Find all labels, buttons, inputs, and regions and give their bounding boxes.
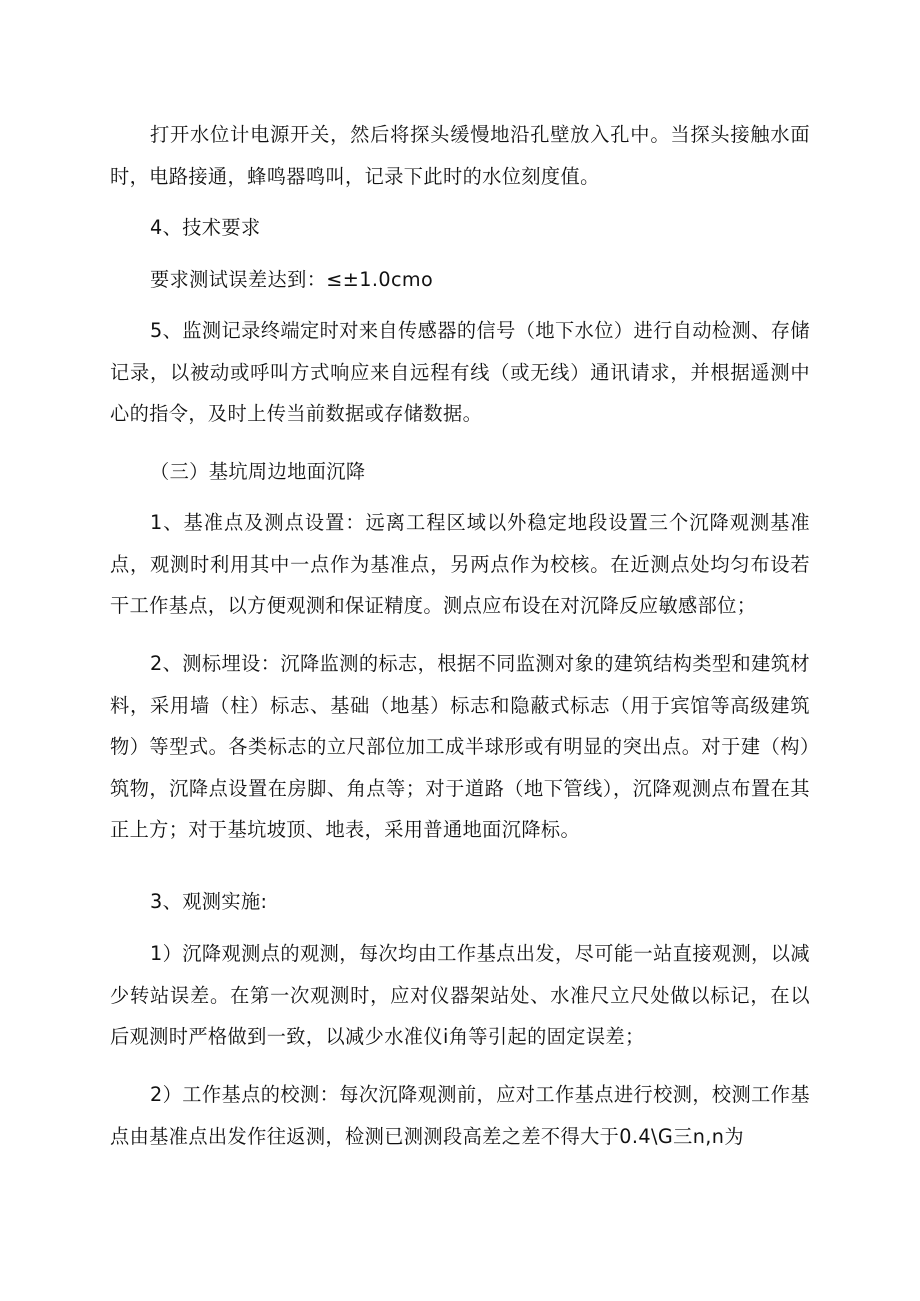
paragraph-benchmark-setup: 1、基准点及测点设置：远离工程区域以外稳定地段设置三个沉降观测基准点，观测时利用其中一点作为基准点，另两点作为校核。在近测点处均匀布设若干工作基点，以方便观测和保证精度。测点应布设在对沉降反应敏感部位； (110, 511, 810, 617)
paragraph-settlement-point-observation: 1）沉降观测点的观测，每次均由工作基点出发，尽可能一站直接观测，以减少转站误差。在第一次观测时，应对仪器架站处、水准尺立尺处做以标记，在以后观测时严格做到一致，以减少水准仪i角等引起的固定误差； (110, 942, 810, 1048)
paragraph-error-requirement: 要求测试误差达到：≤±1.0cmo (150, 268, 434, 291)
paragraph-work-base-point-check: 2）工作基点的校测：每次沉降观测前，应对工作基点进行校测，校测工作基点由基准点出发作往返测，检测已测测段高差之差不得大于0.4\G三n,n为 (110, 1083, 810, 1148)
paragraph-marker-embedding: 2、测标埋设：沉降监测的标志，根据不同监测对象的建筑结构类型和建筑材料，采用墙（柱）标志、基础（地基）标志和隐蔽式标志（用于宾馆等高级建筑物）等型式。各类标志的立尺部位加工成半球形或有明显的突出点。对于建（构）筑物，沉降点设置在房脚、角点等；对于道路（地下管线），沉降观测点布置在其正上方；对于基坑坡顶、地表，采用普通地面沉降标。 (110, 652, 810, 841)
section-heading-ground-settlement: （三）基坑周边地面沉降 (150, 460, 366, 483)
paragraph-monitoring-terminal: 5、监测记录终端定时对来自传感器的信号（地下水位）进行自动检测、存储记录，以被动或呼叫方式响应来自远程有线（或无线）通讯请求，并根据遥测中心的指令，及时上传当前数据或存储数据。 (110, 319, 810, 425)
paragraph-water-gauge-operation: 打开水位计电源开关，然后将探头缓慢地沿孔壁放入孔中。当探头接触水面时，电路接通，蜂鸣器鸣叫，记录下此时的水位刻度值。 (110, 123, 810, 188)
heading-technical-requirements: 4、技术要求 (150, 216, 261, 239)
heading-observation-implementation: 3、观测实施: (150, 890, 268, 913)
